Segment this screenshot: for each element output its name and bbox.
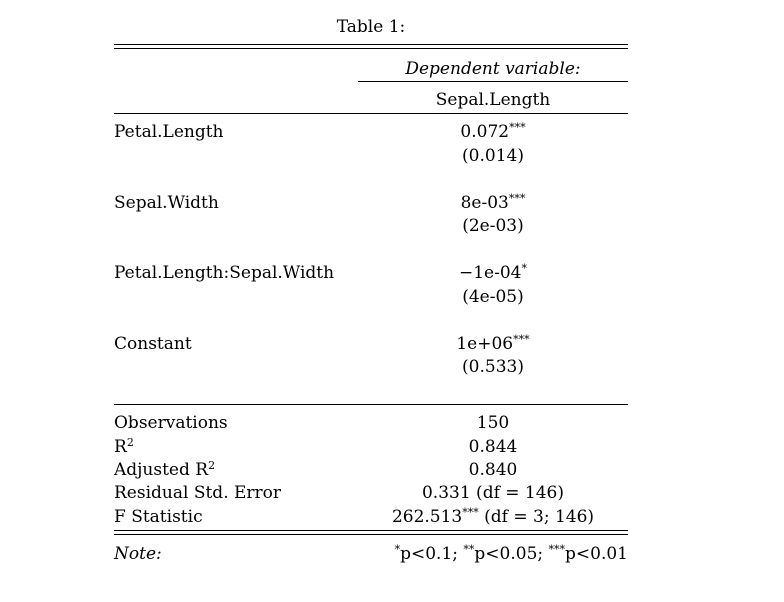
coef-estimate-interaction: −1e-04* xyxy=(459,262,527,283)
bottom-double-rule-2 xyxy=(114,534,628,535)
stat-value-observations: 150 xyxy=(476,413,510,433)
coef-se-petal-length: (0.014) xyxy=(462,146,524,166)
stat-value-r2: 0.844 xyxy=(468,437,518,457)
coef-label-petal-length: Petal.Length xyxy=(114,122,224,142)
significance-note: *p<0.1; **p<0.05; ***p<0.01 xyxy=(394,543,628,564)
stat-label-fstat: F Statistic xyxy=(114,507,203,527)
coef-se-interaction: (4e-05) xyxy=(462,287,524,307)
header-partial-rule xyxy=(358,81,628,82)
stat-value-fstat: 262.513*** (df = 3; 146) xyxy=(391,506,595,527)
column-header: Sepal.Length xyxy=(435,90,551,110)
top-double-rule-1 xyxy=(114,44,628,45)
coef-estimate-petal-length: 0.072*** xyxy=(460,121,526,142)
stats-top-rule xyxy=(114,404,628,405)
stat-label-r2: $R^2$ xyxy=(114,436,134,457)
header-bottom-rule xyxy=(114,113,628,114)
coef-label-sepal-width: Sepal.Width xyxy=(114,193,219,213)
stat-label-rse: Residual Std. Error xyxy=(114,483,282,503)
stat-value-rse: 0.331 (df = 146) xyxy=(421,483,564,503)
note-label: Note: xyxy=(114,544,162,564)
coef-se-constant: (0.533) xyxy=(462,357,524,377)
table-caption: Table 1: xyxy=(336,17,406,37)
coef-estimate-constant: 1e+06*** xyxy=(456,333,530,354)
coef-label-interaction: Petal.Length:Sepal.Width xyxy=(114,263,335,283)
bottom-double-rule-1 xyxy=(114,530,628,531)
coef-label-constant: Constant xyxy=(114,334,192,354)
coef-estimate-sepal-width: 8e-03*** xyxy=(460,192,526,213)
stat-value-adj-r2: 0.840 xyxy=(468,460,518,480)
stat-label-adj-r2: Adjusted $R^2$ xyxy=(114,459,216,480)
coef-se-sepal-width: (2e-03) xyxy=(462,216,524,236)
stat-label-observations: Observations xyxy=(114,413,228,433)
dependent-variable-header: Dependent variable: xyxy=(405,59,581,79)
top-double-rule-2 xyxy=(114,48,628,49)
